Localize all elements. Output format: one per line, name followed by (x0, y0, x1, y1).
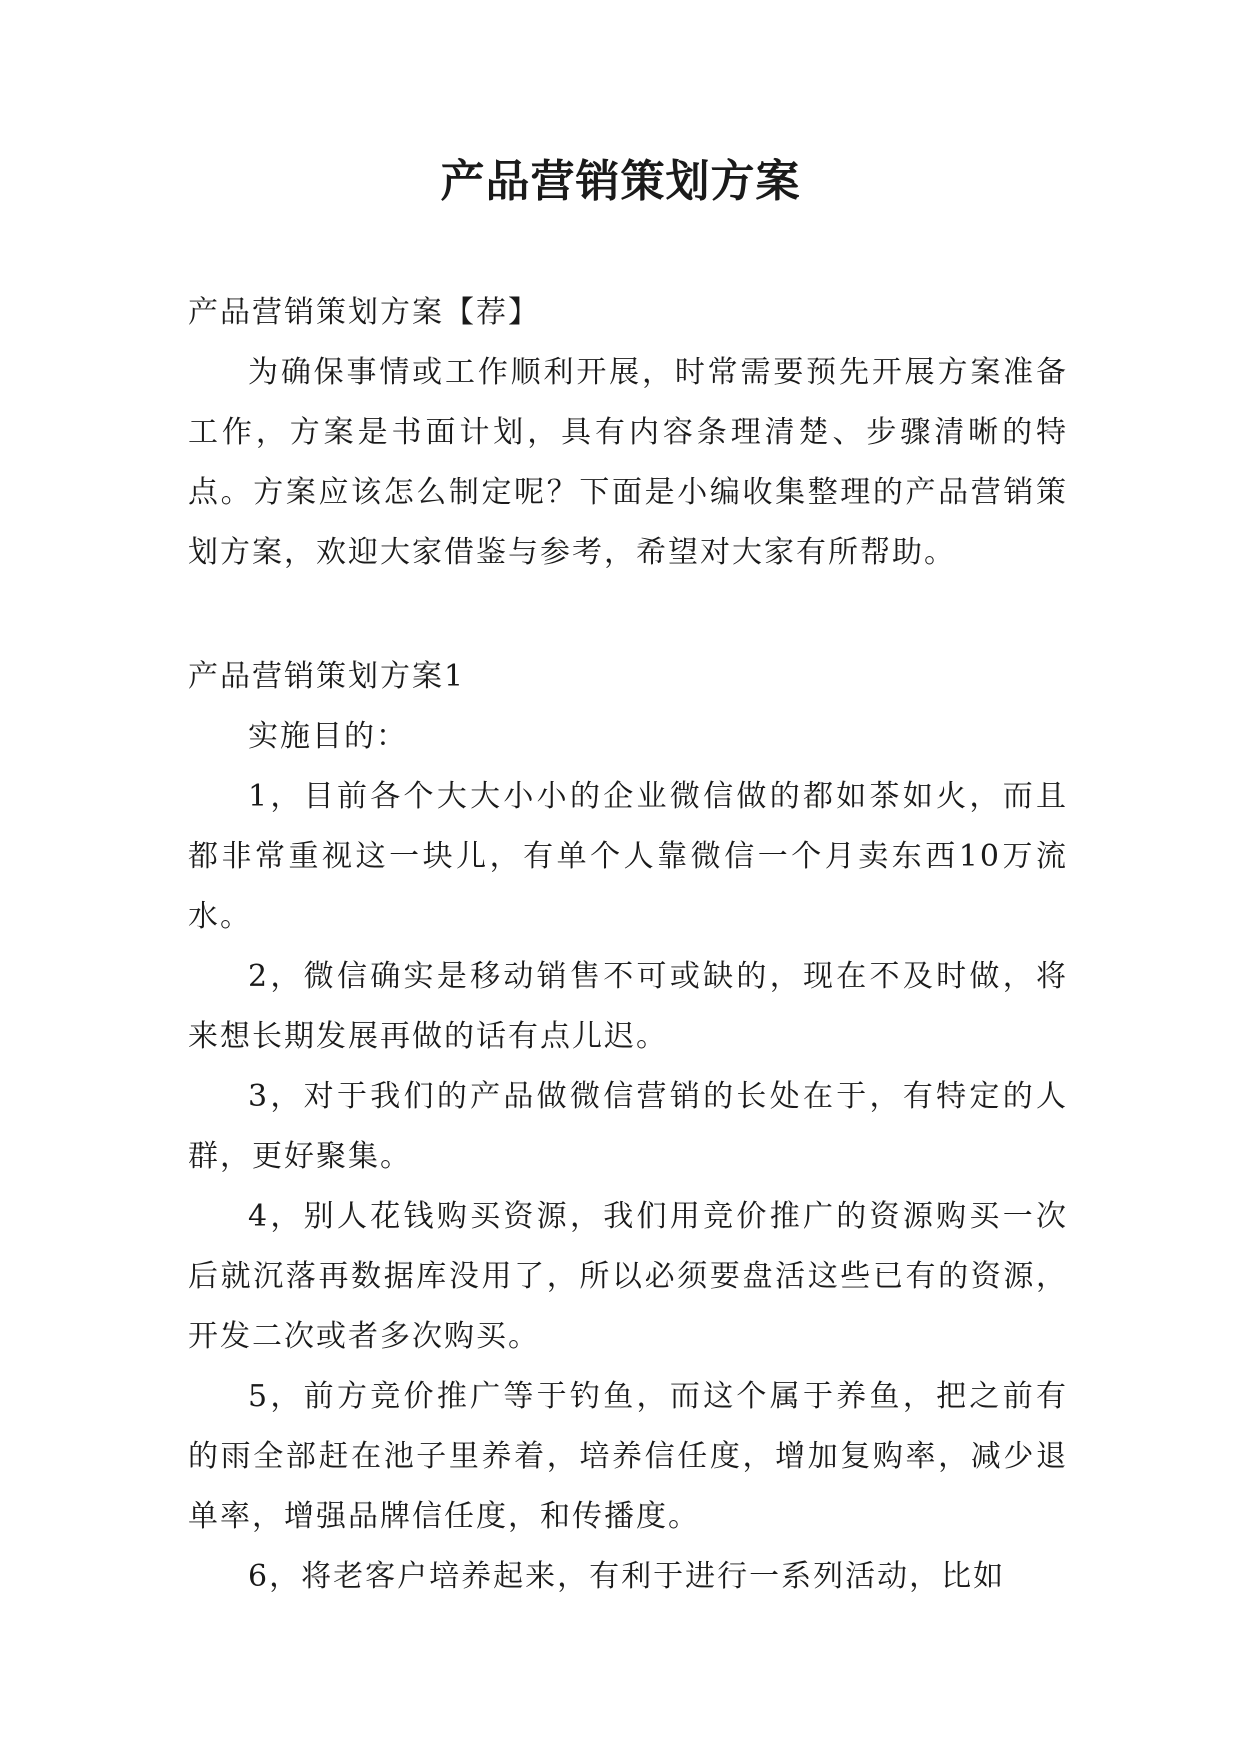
document-body (188, 283, 1068, 1607)
list-item: 1，目前各个大大小小的企业微信做的都如茶如火，而且都非常重视这一块儿，有单个人靠微信一个月卖东西10万流水。 (188, 779, 1068, 934)
intro-heading: 产品营销策划方案【荐】 (188, 295, 540, 330)
section-spacer (188, 583, 1068, 647)
intro-paragraph: 为确保事情或工作顺利开展，时常需要预先开展方案准备工作，方案是书面计划，具有内容条理清楚、步骤清晰的特点。方案应该怎么制定呢？下面是小编收集整理的产品营销策划方案，欢迎大家借鉴与参考，希望对大家有所帮助。 (188, 355, 1068, 570)
section-subheading: 实施目的： (248, 719, 408, 754)
list-item: 6，将老客户培养起来，有利于进行一系列活动，比如 (248, 1559, 1006, 1594)
list-item: 4，别人花钱购买资源，我们用竞价推广的资源购买一次后就沉落再数据库没用了，所以必须要盘活这些已有的资源，开发二次或者多次购买。 (188, 1199, 1068, 1354)
list-item: 3，对于我们的产品做微信营销的长处在于，有特定的人群，更好聚集。 (188, 1079, 1068, 1174)
section-heading: 产品营销策划方案1 (188, 659, 466, 694)
list-item: 2，微信确实是移动销售不可或缺的，现在不及时做，将来想长期发展再做的话有点儿迟。 (188, 959, 1068, 1054)
list-item: 5，前方竞价推广等于钓鱼，而这个属于养鱼，把之前有的雨全部赶在池子里养着，培养信任度，增加复购率，减少退单率，增强品牌信任度，和传播度。 (188, 1379, 1068, 1534)
document-title: 产品营销策划方案 (440, 156, 801, 207)
